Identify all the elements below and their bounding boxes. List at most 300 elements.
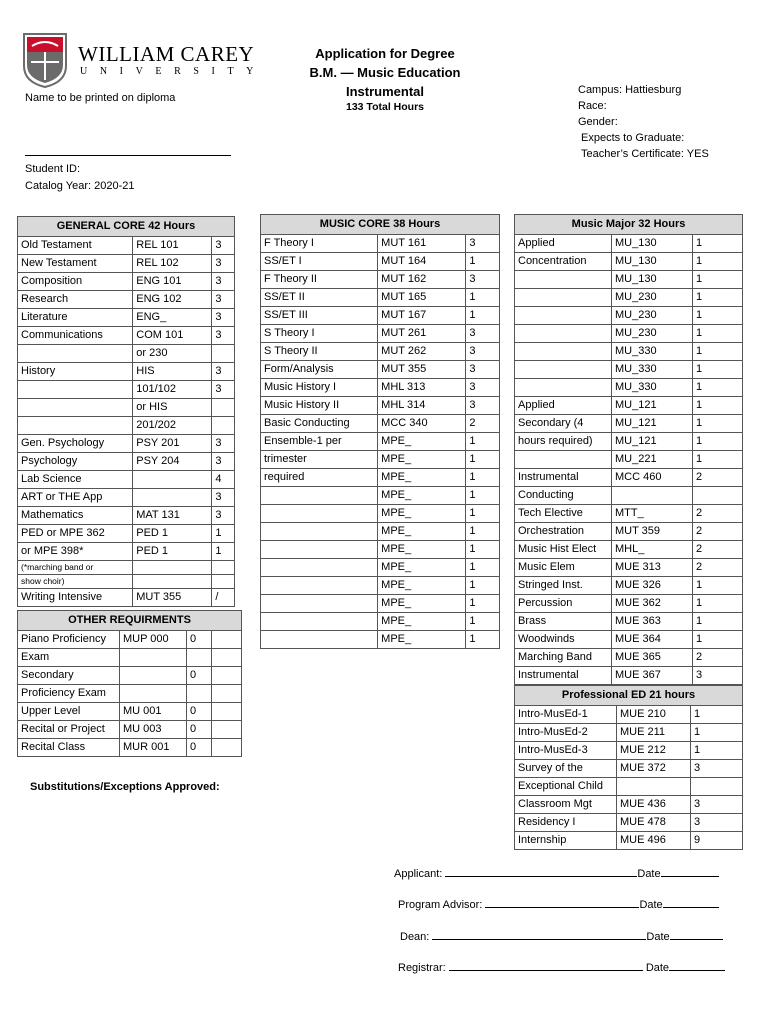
grade-cell[interactable]	[212, 739, 242, 757]
course-number: MHL_	[612, 541, 693, 559]
course-hours: 1	[693, 577, 743, 595]
course-hours: 1	[693, 361, 743, 379]
course-subject: SS/ET II	[261, 289, 378, 307]
course-subject: (*marching band or	[18, 561, 133, 575]
course-subject	[261, 613, 378, 631]
course-number: MUT 355	[133, 589, 212, 607]
course-hours: 3	[693, 667, 743, 685]
table-row	[261, 253, 500, 271]
grade-cell[interactable]	[212, 721, 242, 739]
course-hours	[187, 685, 212, 703]
course-subject	[261, 559, 378, 577]
course-subject: Woodwinds	[515, 631, 612, 649]
course-number: PSY 201	[133, 435, 212, 453]
music-major-table	[514, 214, 743, 703]
table-row	[261, 397, 500, 415]
applicant-signature-field[interactable]	[445, 866, 637, 877]
course-number: MU_130	[612, 235, 693, 253]
course-hours: 1	[466, 505, 500, 523]
table-row	[18, 575, 235, 589]
applicant-date-field[interactable]	[661, 866, 719, 877]
course-hours: 3	[466, 397, 500, 415]
total-hours: 133 Total Hours	[346, 101, 424, 113]
course-number	[133, 575, 212, 589]
course-hours: 1	[212, 543, 235, 561]
course-number: MU_130	[612, 271, 693, 289]
course-subject: Writing Intensive	[18, 589, 133, 607]
course-subject: Secondary (4	[515, 415, 612, 433]
course-subject: hours required)	[515, 433, 612, 451]
course-hours: 3	[466, 325, 500, 343]
general-core-title: GENERAL CORE 42 Hours	[18, 217, 235, 237]
course-subject: S Theory II	[261, 343, 378, 361]
course-hours: 1	[693, 433, 743, 451]
course-subject: Piano Proficiency	[18, 631, 120, 649]
course-hours: 1	[691, 706, 743, 724]
course-number: or HIS	[133, 399, 212, 417]
course-hours: 1	[466, 613, 500, 631]
course-hours: 1	[693, 379, 743, 397]
table-row	[261, 559, 500, 577]
course-subject	[18, 381, 133, 399]
table-row	[18, 399, 235, 417]
course-number: MUE 364	[612, 631, 693, 649]
student-id-field[interactable]: Student ID:	[25, 163, 81, 175]
course-hours: 1	[212, 525, 235, 543]
course-number: PED 1	[133, 525, 212, 543]
table-row	[261, 379, 500, 397]
substitutions-label: Substitutions/Exceptions Approved:	[30, 781, 220, 793]
course-number: MCC 460	[612, 469, 693, 487]
table-row	[515, 541, 743, 559]
table-row	[515, 397, 743, 415]
table-row	[515, 433, 743, 451]
course-hours: 2	[693, 559, 743, 577]
course-subject	[515, 307, 612, 325]
course-subject	[261, 487, 378, 505]
course-subject: Music History II	[261, 397, 378, 415]
registrar-date-field[interactable]	[669, 960, 725, 971]
course-number: MCC 340	[378, 415, 466, 433]
course-number: MUE 478	[617, 814, 691, 832]
music-core-title: MUSIC CORE 38 Hours	[261, 215, 500, 235]
course-number: MUE 326	[612, 577, 693, 595]
table-row	[18, 703, 242, 721]
course-number: MPE_	[378, 451, 466, 469]
table-row	[261, 541, 500, 559]
course-hours: 3	[212, 453, 235, 471]
table-row	[515, 832, 743, 850]
course-number: MU_330	[612, 361, 693, 379]
course-subject	[18, 399, 133, 417]
course-hours: 9	[691, 832, 743, 850]
course-subject: Marching Band	[515, 649, 612, 667]
table-row	[515, 814, 743, 832]
table-row	[515, 577, 743, 595]
course-hours: 3	[466, 271, 500, 289]
table-row	[515, 796, 743, 814]
course-number: MU 003	[120, 721, 187, 739]
professional-ed-title: Professional ED 21 hours	[515, 686, 743, 706]
course-hours: 1	[466, 433, 500, 451]
course-subject: F Theory I	[261, 235, 378, 253]
course-hours: 1	[693, 397, 743, 415]
table-row	[18, 273, 235, 291]
course-subject: Exam	[18, 649, 120, 667]
grade-cell[interactable]	[212, 667, 242, 685]
applicant-label: Applicant:	[394, 868, 443, 880]
course-hours	[187, 649, 212, 667]
course-subject: Gen. Psychology	[18, 435, 133, 453]
dean-date-field[interactable]	[670, 929, 723, 940]
course-number: MUR 001	[120, 739, 187, 757]
table-row	[515, 760, 743, 778]
registrar-signature-row	[398, 960, 725, 974]
course-number: MHL 314	[378, 397, 466, 415]
course-number	[133, 561, 212, 575]
table-row	[18, 631, 242, 649]
course-number	[617, 778, 691, 796]
course-number: MU_121	[612, 433, 693, 451]
course-hours: 1	[693, 325, 743, 343]
table-row	[261, 307, 500, 325]
course-number: MPE_	[378, 523, 466, 541]
advisor-date-field[interactable]	[663, 897, 719, 908]
course-hours: 3	[466, 343, 500, 361]
course-hours	[693, 487, 743, 505]
university-logo-icon	[22, 32, 68, 88]
course-subject: New Testament	[18, 255, 133, 273]
course-subject: Classroom Mgt	[515, 796, 617, 814]
course-number: 201/202	[133, 417, 212, 435]
course-subject	[261, 577, 378, 595]
course-hours: 3	[466, 379, 500, 397]
course-number: MU_330	[612, 379, 693, 397]
other-requirements-table	[17, 610, 242, 757]
page-title	[285, 44, 485, 101]
course-hours: 4	[212, 471, 235, 489]
course-hours: 1	[693, 253, 743, 271]
course-subject: Percussion	[515, 595, 612, 613]
course-number: MUT 162	[378, 271, 466, 289]
course-hours: 1	[466, 595, 500, 613]
course-number: MUE 436	[617, 796, 691, 814]
table-row	[515, 487, 743, 505]
course-subject	[261, 631, 378, 649]
course-number: MPE_	[378, 595, 466, 613]
date-label: Date	[639, 899, 663, 911]
course-subject: or MPE 398*	[18, 543, 133, 561]
course-subject: Music Elem	[515, 559, 612, 577]
grade-cell[interactable]	[212, 685, 242, 703]
course-subject: Music History I	[261, 379, 378, 397]
course-subject: Tech Elective	[515, 505, 612, 523]
course-hours: 1	[466, 469, 500, 487]
table-row	[18, 255, 235, 273]
course-number: MPE_	[378, 577, 466, 595]
course-subject	[515, 361, 612, 379]
course-subject: Stringed Inst.	[515, 577, 612, 595]
course-hours: 0	[187, 631, 212, 649]
course-hours: 0	[187, 667, 212, 685]
course-hours: 1	[693, 415, 743, 433]
table-row	[515, 667, 743, 685]
course-subject: Lab Science	[18, 471, 133, 489]
course-hours: 0	[187, 721, 212, 739]
course-hours	[212, 345, 235, 363]
course-subject: Upper Level	[18, 703, 120, 721]
table-row	[261, 631, 500, 649]
table-row	[18, 489, 235, 507]
course-hours: 3	[691, 814, 743, 832]
advisor-signature-row	[398, 897, 719, 911]
music-core-table	[260, 214, 500, 649]
course-subject: Exceptional Child	[515, 778, 617, 796]
advisor-label: Program Advisor:	[398, 899, 483, 911]
table-row	[515, 253, 743, 271]
catalog-year: Catalog Year: 2020-21	[25, 180, 135, 192]
course-subject: Ensemble-1 per	[261, 433, 378, 451]
table-row	[18, 739, 242, 757]
course-subject: Orchestration	[515, 523, 612, 541]
course-subject: Basic Conducting	[261, 415, 378, 433]
course-number: REL 101	[133, 237, 212, 255]
course-number: MUT 262	[378, 343, 466, 361]
table-row	[515, 235, 743, 253]
course-hours: 3	[691, 760, 743, 778]
table-row	[261, 289, 500, 307]
table-row	[18, 381, 235, 399]
registrar-signature-field[interactable]	[449, 960, 643, 971]
course-hours: 2	[693, 523, 743, 541]
course-hours	[212, 575, 235, 589]
table-row	[261, 505, 500, 523]
table-row	[18, 291, 235, 309]
course-hours: 1	[693, 451, 743, 469]
course-hours: 3	[212, 507, 235, 525]
table-row	[515, 778, 743, 796]
course-number: PSY 204	[133, 453, 212, 471]
brand-subtitle: UNIVERSITY	[80, 66, 266, 77]
course-number: MU_130	[612, 253, 693, 271]
course-number: MTT_	[612, 505, 693, 523]
course-subject: Recital Class	[18, 739, 120, 757]
table-row	[18, 327, 235, 345]
course-hours: 1	[691, 724, 743, 742]
course-number: MU 001	[120, 703, 187, 721]
table-row	[515, 307, 743, 325]
table-row	[18, 525, 235, 543]
course-number: MU_230	[612, 289, 693, 307]
table-row	[18, 667, 242, 685]
course-hours: 0	[187, 703, 212, 721]
course-subject: Intro-MusEd-2	[515, 724, 617, 742]
course-number: MUT 359	[612, 523, 693, 541]
course-subject: Composition	[18, 273, 133, 291]
course-subject: ART or THE App	[18, 489, 133, 507]
course-subject	[261, 541, 378, 559]
table-row	[261, 235, 500, 253]
course-subject	[18, 345, 133, 363]
course-number: MPE_	[378, 433, 466, 451]
course-number: MUE 210	[617, 706, 691, 724]
course-number: MUE 211	[617, 724, 691, 742]
applicant-signature-row	[394, 866, 719, 880]
course-number: MPE_	[378, 505, 466, 523]
course-subject: Applied	[515, 235, 612, 253]
course-subject: Residency I	[515, 814, 617, 832]
course-hours: 3	[212, 363, 235, 381]
table-row	[18, 721, 242, 739]
course-hours: 2	[693, 649, 743, 667]
grade-cell[interactable]	[212, 631, 242, 649]
table-row	[515, 343, 743, 361]
course-number: MUT 164	[378, 253, 466, 271]
table-row	[18, 543, 235, 561]
course-subject	[515, 325, 612, 343]
course-subject: Survey of the	[515, 760, 617, 778]
course-number: ENG 101	[133, 273, 212, 291]
course-subject: Literature	[18, 309, 133, 327]
course-number: MUE 363	[612, 613, 693, 631]
graduation-field: Expects to Graduate:	[581, 132, 685, 144]
other-requirements-title: OTHER REQUIRMENTS	[18, 611, 242, 631]
course-subject: Secondary	[18, 667, 120, 685]
music-major-title: Music Major 32 Hours	[515, 215, 743, 235]
course-number: MPE_	[378, 469, 466, 487]
course-number: MUE 365	[612, 649, 693, 667]
table-row	[261, 487, 500, 505]
course-number: MUT 161	[378, 235, 466, 253]
course-hours: 3	[212, 309, 235, 327]
course-number: MUE 362	[612, 595, 693, 613]
course-hours: 2	[693, 505, 743, 523]
course-hours: 3	[466, 235, 500, 253]
course-subject: Brass	[515, 613, 612, 631]
certificate-field: Teacher’s Certificate: YES	[581, 148, 709, 160]
course-number: MPE_	[378, 487, 466, 505]
table-row	[18, 507, 235, 525]
course-number: REL 102	[133, 255, 212, 273]
table-row	[18, 471, 235, 489]
course-subject: SS/ET I	[261, 253, 378, 271]
dean-signature-row	[400, 929, 723, 943]
date-label: Date	[637, 868, 661, 880]
table-row	[261, 271, 500, 289]
course-subject	[515, 271, 612, 289]
course-number: or 230	[133, 345, 212, 363]
grade-cell[interactable]	[212, 703, 242, 721]
course-subject: Communications	[18, 327, 133, 345]
table-row	[261, 325, 500, 343]
course-subject: Old Testament	[18, 237, 133, 255]
course-hours: 3	[212, 435, 235, 453]
course-number: MUP 000	[120, 631, 187, 649]
table-row	[18, 435, 235, 453]
course-hours	[691, 778, 743, 796]
course-hours: 1	[693, 613, 743, 631]
course-number: MU_230	[612, 325, 693, 343]
grade-cell[interactable]	[212, 649, 242, 667]
course-subject	[261, 523, 378, 541]
course-number: MUE 313	[612, 559, 693, 577]
table-row	[18, 363, 235, 381]
course-hours: 2	[693, 469, 743, 487]
date-label: Date	[646, 931, 670, 943]
diploma-name-field[interactable]	[25, 155, 231, 156]
table-row	[515, 631, 743, 649]
table-row	[18, 589, 235, 607]
table-row	[515, 595, 743, 613]
course-number	[133, 489, 212, 507]
table-row	[261, 469, 500, 487]
course-number: HIS	[133, 363, 212, 381]
course-number: MUT 261	[378, 325, 466, 343]
course-number: MUE 372	[617, 760, 691, 778]
table-row	[515, 325, 743, 343]
course-hours: 1	[466, 523, 500, 541]
brand-name: WILLIAM CAREY	[78, 42, 255, 66]
race-field: Race:	[578, 100, 607, 112]
course-number: ENG_	[133, 309, 212, 327]
course-subject: Intro-MusEd-3	[515, 742, 617, 760]
student-info-panel	[578, 82, 709, 162]
course-number	[133, 471, 212, 489]
table-row	[515, 271, 743, 289]
course-subject: Applied	[515, 397, 612, 415]
general-core-table	[17, 216, 235, 607]
course-number: MU_221	[612, 451, 693, 469]
course-number: COM 101	[133, 327, 212, 345]
course-hours: /	[212, 589, 235, 607]
course-number	[120, 685, 187, 703]
course-number: MUE 367	[612, 667, 693, 685]
table-row	[515, 742, 743, 760]
table-row	[261, 433, 500, 451]
course-subject: Instrumental	[515, 469, 612, 487]
course-number: MPE_	[378, 541, 466, 559]
table-row	[18, 561, 235, 575]
course-hours: 1	[691, 742, 743, 760]
course-hours	[212, 417, 235, 435]
course-subject: show choir)	[18, 575, 133, 589]
course-hours: 1	[466, 307, 500, 325]
course-subject: Research	[18, 291, 133, 309]
course-subject	[515, 343, 612, 361]
course-subject: F Theory II	[261, 271, 378, 289]
dean-signature-field[interactable]	[432, 929, 646, 940]
course-number: 101/102	[133, 381, 212, 399]
title-line-2: B.M. — Music Education	[309, 65, 461, 80]
table-row	[515, 724, 743, 742]
table-row	[515, 415, 743, 433]
course-hours: 1	[466, 451, 500, 469]
course-hours: 2	[693, 541, 743, 559]
course-subject: Conducting	[515, 487, 612, 505]
course-subject: Form/Analysis	[261, 361, 378, 379]
advisor-signature-field[interactable]	[485, 897, 639, 908]
course-hours: 0	[187, 739, 212, 757]
course-hours: 3	[212, 255, 235, 273]
table-row	[18, 309, 235, 327]
table-row	[515, 451, 743, 469]
table-row	[18, 649, 242, 667]
table-row	[515, 613, 743, 631]
table-row	[515, 289, 743, 307]
course-subject	[261, 595, 378, 613]
course-number: MHL 313	[378, 379, 466, 397]
course-number: MPE_	[378, 613, 466, 631]
